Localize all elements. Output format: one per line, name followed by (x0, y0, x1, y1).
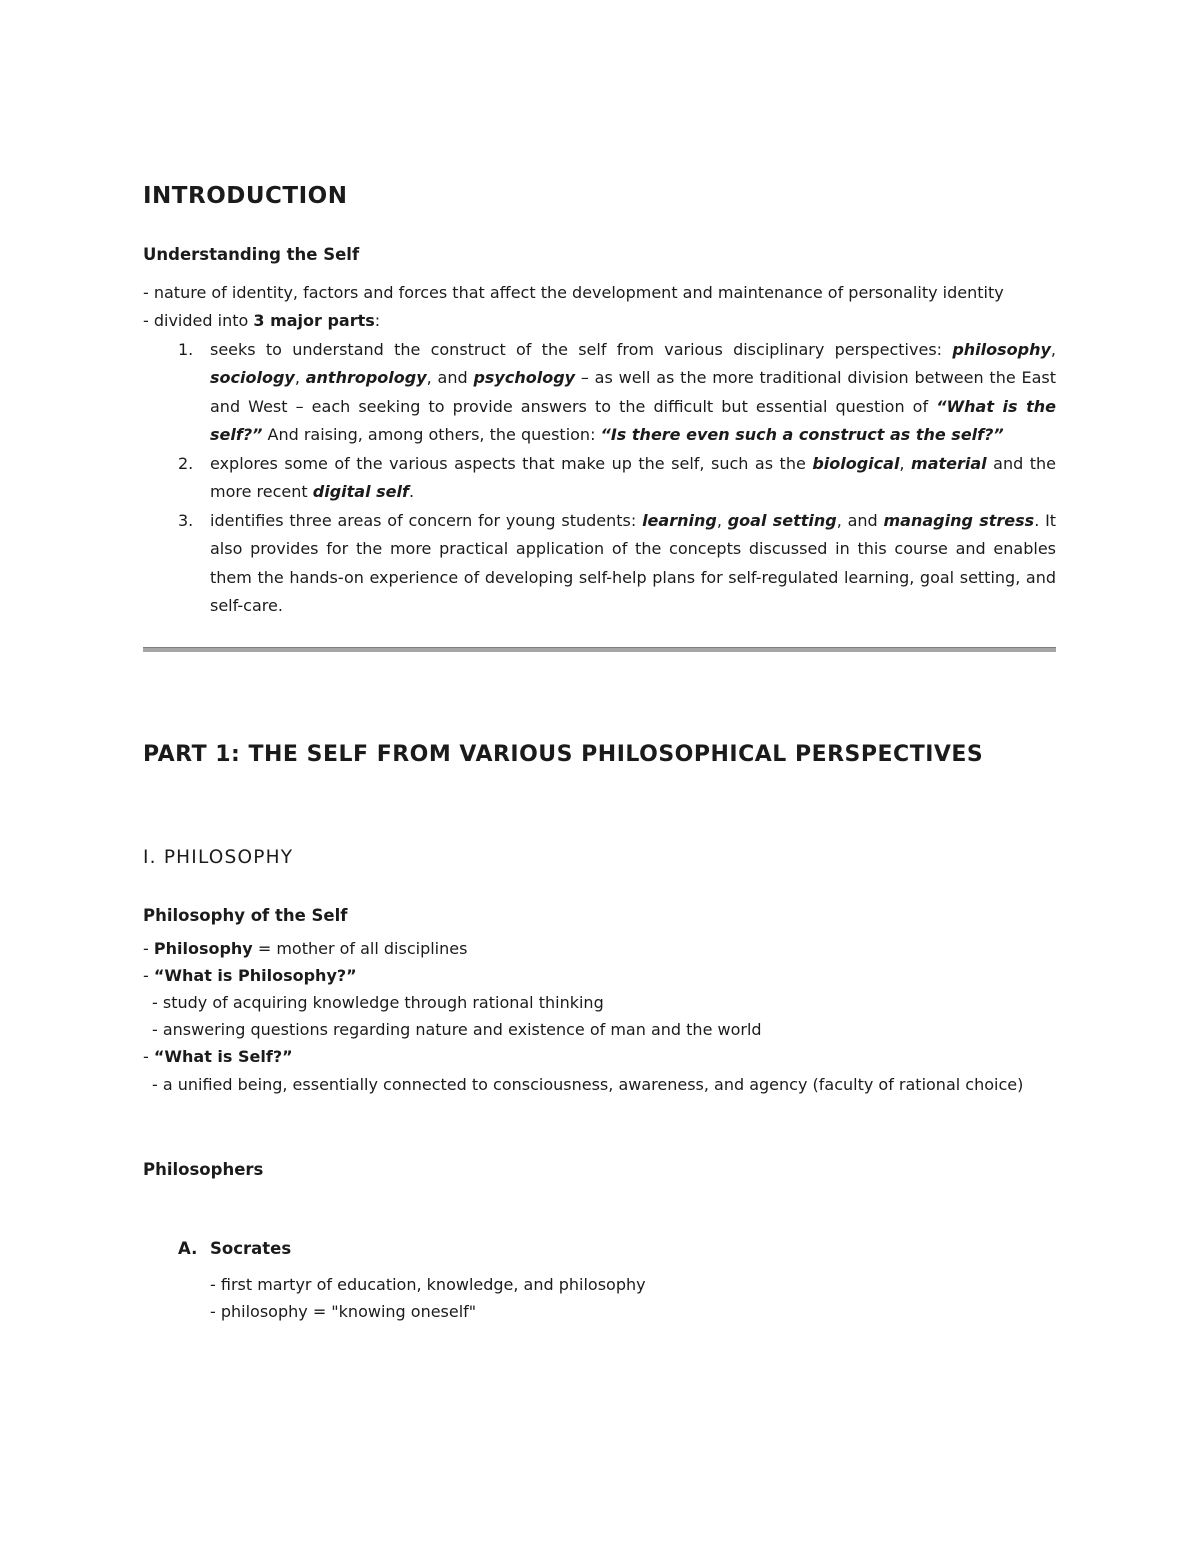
intro-heading: INTRODUCTION (143, 183, 348, 209)
philosopher-socrates-name: Socrates (210, 1238, 292, 1258)
philosophy-line-unified-being: - a unified being, essentially connected to consciousness, awareness, and agency (faculty of rational choice) (152, 1074, 1024, 1094)
intro-paragraph-nature-of-identity: - nature of identity, factors and forces that affect the development and maintenance of personality identity (143, 283, 1004, 302)
philosophy-line-study-of-knowledge: - study of acquiring knowledge through rational thinking (152, 993, 604, 1012)
philosophy-section-heading: I. PHILOSOPHY (143, 846, 294, 868)
socrates-bullet-first-martyr: - first martyr of education, knowledge, and philosophy (210, 1274, 646, 1294)
list-item-3 (178, 507, 1056, 621)
philosopher-socrates-marker: A. (178, 1238, 198, 1258)
section-divider (143, 647, 1056, 652)
list-item-3-text: identifies three areas of concern for young students: learning, goal setting, and managing stress. It also provides for the more practical application of the concepts discussed in this course and enables them the hands-on experience of developing self-help plans for self-regulated learning, goal setting, and self-care. (210, 510, 1057, 616)
intro-paragraph-divided-into: - divided into 3 major parts: (143, 311, 381, 331)
philosophy-of-the-self-subheading: Philosophy of the Self (143, 905, 348, 925)
intro-subheading: Understanding the Self (143, 245, 360, 264)
philosopher-socrates-header (178, 1235, 1056, 1263)
philosophy-line-what-is-philosophy: - “What is Philosophy?” (143, 965, 357, 985)
list-item-2 (178, 450, 1056, 507)
list-item-2-text: explores some of the various aspects that make up the self, such as the biological, material and the more recent digital self. (210, 453, 1057, 502)
part1-heading: PART 1: THE SELF FROM VARIOUS PHILOSOPHICAL PERSPECTIVES (143, 741, 984, 767)
socrates-bullet-knowing-oneself: - philosophy = "knowing oneself" (210, 1301, 477, 1321)
list-item-1 (178, 336, 1056, 450)
philosopher-socrates-bullets (210, 1271, 1056, 1325)
philosopher-socrates (178, 1235, 1056, 1325)
philosophers-heading: Philosophers (143, 1159, 264, 1179)
list-item-3-number: 3. (178, 510, 194, 530)
list-item-2-number: 2. (178, 453, 194, 473)
philosophy-line-what-is-self: - “What is Self?” (143, 1047, 293, 1067)
intro-numbered-list (178, 336, 1056, 621)
list-item-1-text: seeks to understand the construct of the self from various disciplinary perspectives: philosophy, sociology, anthropology, and psychology – as well as the more traditional division between the East and West – each seeking to provide answers to the difficult but essential question of “What is the self?” And raising, among others, the question: “Is there even such a construct as the self?” (210, 339, 1057, 445)
philosophy-line-mother-of-disciplines: - Philosophy = mother of all disciplines (143, 938, 468, 958)
list-item-1-number: 1. (178, 339, 194, 359)
philosophy-line-answering-questions: - answering questions regarding nature and existence of man and the world (152, 1020, 762, 1040)
